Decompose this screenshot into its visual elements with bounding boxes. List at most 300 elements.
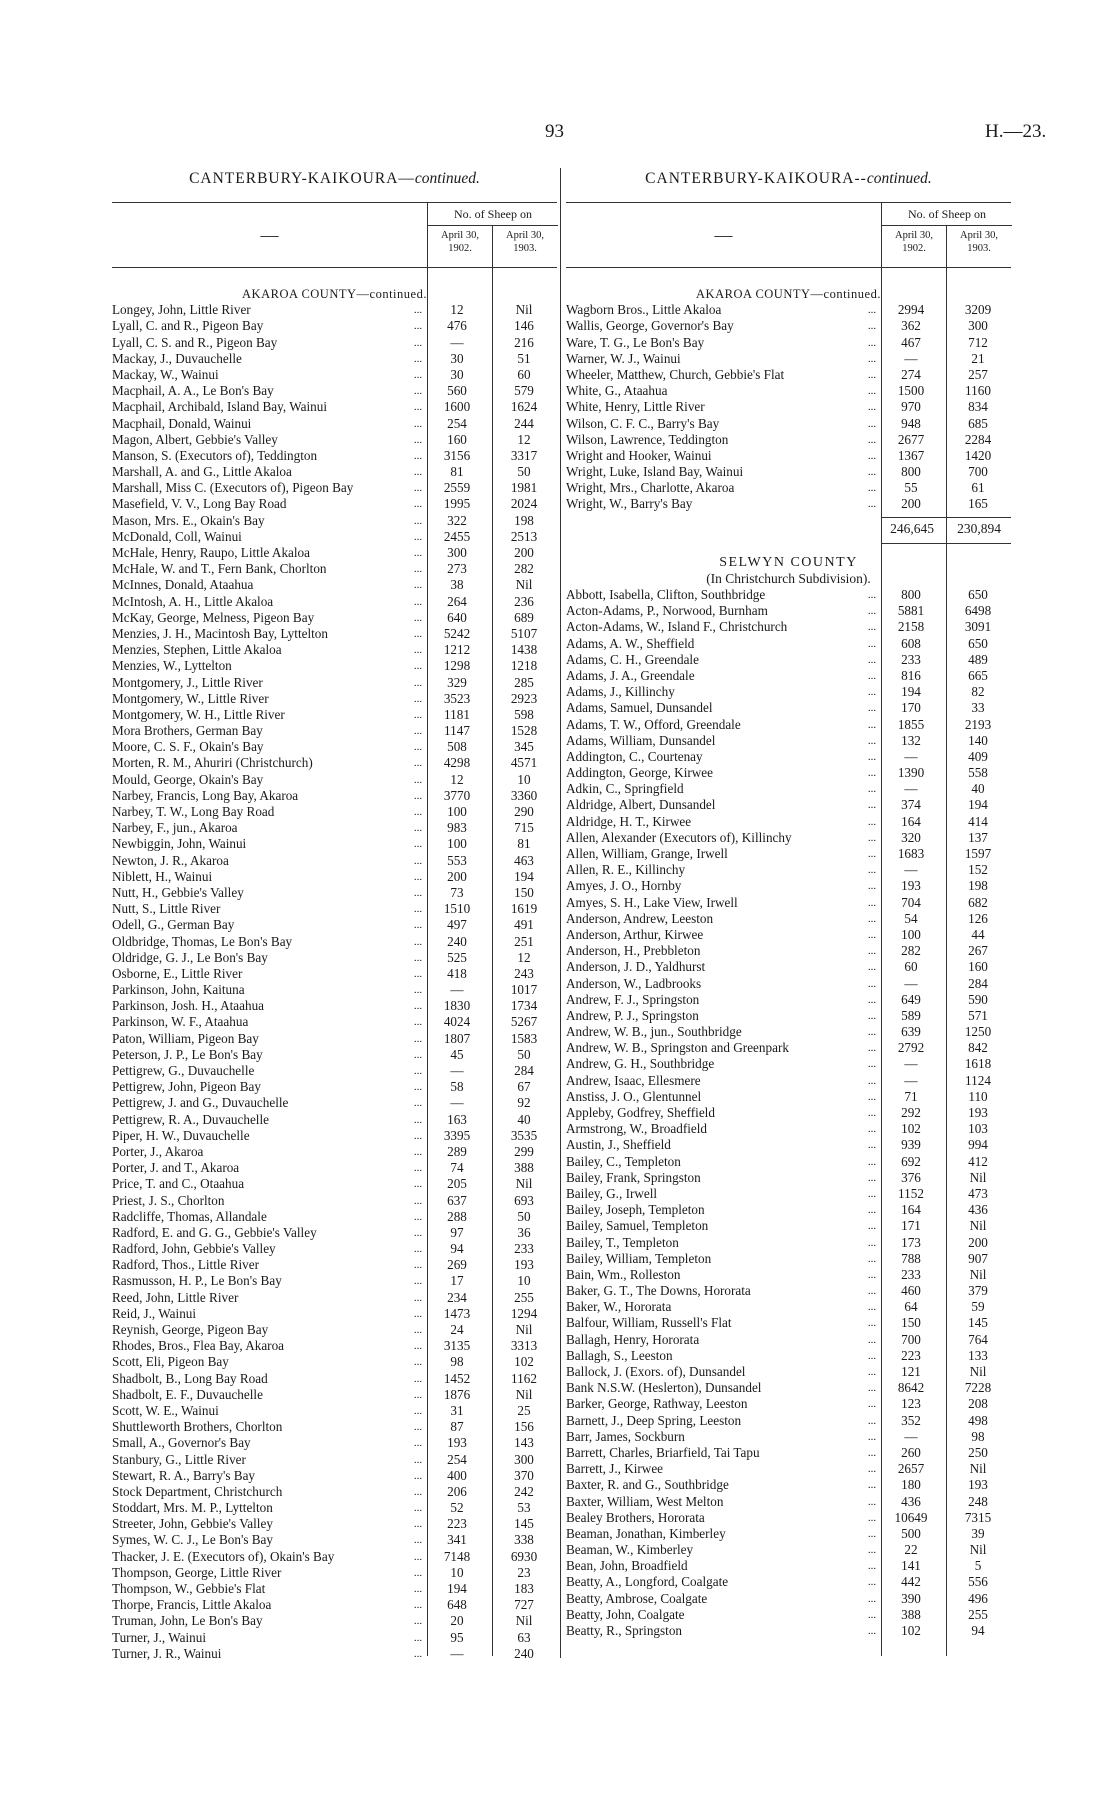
table-row xyxy=(112,561,557,577)
leader-dots: ... xyxy=(867,466,877,479)
leader-dots: ... xyxy=(413,935,423,948)
sheep-1902: 164 xyxy=(901,813,921,829)
leader-dots: ... xyxy=(867,621,877,634)
sheep-1902: 589 xyxy=(901,1007,921,1023)
leader-dots: ... xyxy=(867,864,877,877)
leader-dots: ... xyxy=(413,417,423,430)
owner-name: Small, A., Governor's Bay xyxy=(112,1435,251,1451)
sheep-1903: 40 xyxy=(517,1111,531,1127)
sheep-1902: 234 xyxy=(447,1289,467,1305)
sheep-1903: 143 xyxy=(514,1435,534,1451)
sheep-1902: 292 xyxy=(901,1105,921,1120)
table-row xyxy=(112,739,557,755)
owner-name: Andrew, W. B., Springston and Greenpark xyxy=(566,1040,789,1056)
sheep-1902: 418 xyxy=(447,965,467,981)
owner-name: Symes, W. C. J., Le Bon's Bay xyxy=(112,1532,274,1548)
owner-name: McIntosh, A. H., Little Akaloa xyxy=(112,593,274,609)
sheep-1903: 3313 xyxy=(510,1338,538,1354)
table-row xyxy=(112,1338,557,1354)
sheep-1902: — xyxy=(450,1095,464,1111)
sheep-1902: 30 xyxy=(450,366,464,382)
sheep-1902: 200 xyxy=(447,868,467,884)
table-row xyxy=(566,652,1011,668)
section-subtitle-selwyn: (In Christchurch Subdivision). xyxy=(706,570,871,586)
leader-dots: ... xyxy=(867,1608,877,1621)
column-divider xyxy=(560,168,561,1658)
owner-name: Thompson, George, Little River xyxy=(112,1564,282,1580)
sheep-1902: 58 xyxy=(450,1079,464,1095)
owner-name: Adams, J. A., Greendale xyxy=(566,667,695,683)
table-row xyxy=(566,1137,1011,1153)
table-row xyxy=(566,668,1011,684)
sheep-1902: 8642 xyxy=(897,1380,925,1396)
sheep-1902: 939 xyxy=(901,1137,921,1153)
sheep-1903: 345 xyxy=(514,739,534,755)
leader-dots: ... xyxy=(867,1187,877,1200)
leader-dots: ... xyxy=(867,498,877,511)
owner-name: Ballock, J. (Exors. of), Dunsandel xyxy=(566,1364,746,1379)
sheep-1903: 1420 xyxy=(964,447,992,463)
owner-name: Wagborn Bros., Little Akaloa xyxy=(566,302,722,318)
owner-name: Lyall, C. and R., Pigeon Bay xyxy=(112,318,264,334)
owner-name: Stoddart, Mrs. M. P., Lyttelton xyxy=(112,1500,273,1516)
sheep-1902: 7148 xyxy=(443,1548,471,1564)
table-row xyxy=(112,1193,557,1209)
leader-dots: ... xyxy=(413,304,423,317)
section-title-selwyn: SELWYN COUNTY xyxy=(719,554,858,570)
sheep-1903: 284 xyxy=(968,975,988,991)
sheep-1902: 1390 xyxy=(897,765,925,781)
owner-name: Rasmusson, H. P., Le Bon's Bay xyxy=(112,1273,282,1289)
sheep-1902: 362 xyxy=(901,318,921,334)
sheep-1903: 165 xyxy=(968,496,988,512)
owner-name: Turner, J. R., Wainui xyxy=(112,1645,222,1661)
sheep-1903: 39 xyxy=(971,1525,985,1541)
leader-dots: ... xyxy=(867,1090,877,1103)
sheep-1902: — xyxy=(904,748,918,764)
table-row xyxy=(566,846,1011,862)
sheep-1902: 205 xyxy=(447,1176,467,1192)
sheep-1902: 704 xyxy=(901,894,921,910)
table-row xyxy=(112,1435,557,1451)
sheep-1902: 123 xyxy=(901,1396,921,1412)
table-row xyxy=(112,917,557,933)
sheep-1902: 30 xyxy=(450,350,464,366)
sheep-1903: 60 xyxy=(517,366,531,382)
leader-dots: ... xyxy=(413,1162,423,1175)
leader-dots: ... xyxy=(413,498,423,511)
owner-name: Bailey, Joseph, Templeton xyxy=(566,1202,705,1218)
sheep-1902: 800 xyxy=(901,587,921,602)
sheep-1903: 193 xyxy=(968,1477,988,1493)
leader-dots: ... xyxy=(413,1065,423,1077)
table-row xyxy=(112,1225,557,1241)
owner-name: Anderson, J. D., Yaldhurst xyxy=(566,959,706,975)
owner-name: Stanbury, G., Little River xyxy=(112,1451,246,1467)
sheep-1903: 3209 xyxy=(964,302,992,318)
sheep-1902: 55 xyxy=(904,480,918,496)
sheep-1903: 152 xyxy=(968,862,988,878)
sheep-1903: 145 xyxy=(968,1315,988,1331)
table-row xyxy=(112,335,557,351)
sheep-1903: 140 xyxy=(968,732,988,748)
sheep-1902: 38 xyxy=(450,577,464,593)
sheep-1903: 50 xyxy=(517,464,531,480)
sheep-1902: 649 xyxy=(901,991,921,1007)
sheep-1902: 254 xyxy=(447,1451,467,1467)
leader-dots: ... xyxy=(413,1599,423,1612)
leader-dots: ... xyxy=(413,1356,423,1369)
leader-dots: ... xyxy=(413,320,423,333)
owner-name: Ballagh, S., Leeston xyxy=(566,1347,673,1363)
sheep-1903: 61 xyxy=(971,480,985,496)
leader-dots: ... xyxy=(413,1048,423,1061)
sheep-1903: 5267 xyxy=(510,1014,538,1030)
leader-dots: ... xyxy=(867,1382,877,1395)
sheep-1903: 21 xyxy=(971,350,985,366)
table-row xyxy=(112,1500,557,1516)
table-row xyxy=(112,804,557,820)
sheep-1903: 103 xyxy=(968,1121,988,1137)
table-row xyxy=(566,1267,1011,1283)
table-row xyxy=(112,1468,557,1484)
section-heading: AKAROA COUNTY—continued. xyxy=(242,287,427,301)
table-row xyxy=(566,432,1011,448)
table-row xyxy=(112,594,557,610)
table-row xyxy=(566,1186,1011,1202)
sheep-1903: 299 xyxy=(514,1143,534,1159)
leader-dots: ... xyxy=(867,1042,877,1055)
table-row xyxy=(566,959,1011,975)
owner-name: Wheeler, Matthew, Church, Gebbie's Flat xyxy=(566,366,785,382)
table-row xyxy=(566,765,1011,781)
sheep-1902: 223 xyxy=(447,1516,467,1532)
owner-name: Anderson, Andrew, Leeston xyxy=(566,910,714,926)
sheep-1902: 374 xyxy=(901,797,921,813)
page-number: 93 xyxy=(545,121,564,142)
table-row xyxy=(112,836,557,852)
leader-dots: ... xyxy=(413,352,423,365)
leader-dots: ... xyxy=(867,1560,877,1573)
sheep-1903: 556 xyxy=(968,1574,988,1590)
sheep-1902: 322 xyxy=(447,512,467,528)
left-column-title: CANTERBURY-KAIKOURA—continued. xyxy=(189,170,480,187)
table-row xyxy=(112,691,557,707)
leader-dots: ... xyxy=(867,637,877,650)
leader-dots: ... xyxy=(867,1366,877,1378)
table-row xyxy=(112,302,557,318)
owner-name: Thompson, W., Gebbie's Flat xyxy=(112,1581,266,1596)
sheep-1903: 409 xyxy=(968,748,988,764)
table-row xyxy=(566,1008,1011,1024)
leader-dots: ... xyxy=(867,848,877,860)
sheep-1903: 412 xyxy=(968,1153,988,1169)
table-row xyxy=(112,853,557,869)
header-date-1903: April 30, 1903. xyxy=(492,226,557,267)
table-row xyxy=(566,1429,1011,1445)
sheep-1902: 1367 xyxy=(897,447,925,463)
sheep-1903: 1218 xyxy=(510,658,538,674)
owner-name: Stock Department, Christchurch xyxy=(112,1483,283,1499)
sheep-1903: 193 xyxy=(514,1257,534,1273)
sheep-1903: 200 xyxy=(968,1234,988,1250)
leader-dots: ... xyxy=(867,1495,877,1508)
sheep-1902: 1473 xyxy=(443,1305,471,1321)
owner-name: Truman, John, Le Bon's Bay xyxy=(112,1613,263,1629)
sheep-1902: 141 xyxy=(901,1558,921,1574)
leader-dots: ... xyxy=(867,912,877,925)
sheep-1903: 473 xyxy=(968,1185,988,1201)
sheep-1903: Nil xyxy=(969,1461,987,1477)
leader-dots: ... xyxy=(413,611,423,624)
sheep-1902: 233 xyxy=(901,1266,921,1282)
section-heading: AKAROA COUNTY—continued. xyxy=(696,287,881,301)
sheep-1902: 476 xyxy=(447,318,467,334)
owner-name: Andrew, F. J., Springston xyxy=(566,991,700,1007)
sheep-1903: 1528 xyxy=(510,723,538,739)
owner-name: Radford, John, Gebbie's Valley xyxy=(112,1241,276,1257)
table-row xyxy=(112,1484,557,1500)
table-row xyxy=(566,1056,1011,1072)
sheep-1902: 87 xyxy=(450,1419,464,1435)
table-row xyxy=(566,1154,1011,1170)
sheep-1903: 498 xyxy=(968,1412,988,1428)
sheep-1903: 146 xyxy=(514,318,534,334)
table-row xyxy=(566,367,1011,383)
table-row xyxy=(566,1558,1011,1574)
sheep-1902: 300 xyxy=(447,545,467,560)
sheep-1902: — xyxy=(904,781,918,797)
owner-name: Manson, S. (Executors of), Teddington xyxy=(112,447,318,463)
sheep-1903: 685 xyxy=(968,415,988,431)
owner-name: Thorpe, Francis, Little Akaloa xyxy=(112,1597,272,1613)
sheep-1903: 193 xyxy=(968,1105,988,1120)
owner-name: Adams, T. W., Offord, Greendale xyxy=(566,716,741,732)
sheep-1903: 715 xyxy=(514,820,534,836)
leader-dots: ... xyxy=(867,1155,877,1168)
owner-name: Streeter, John, Gebbie's Valley xyxy=(112,1516,273,1532)
leader-dots: ... xyxy=(867,1252,877,1265)
owner-name: Andrew, G. H., Southbridge xyxy=(566,1056,715,1072)
owner-name: Baxter, R. and G., Southbridge xyxy=(566,1477,729,1493)
sheep-1902: 637 xyxy=(447,1192,467,1208)
owner-name: Newbiggin, John, Wainui xyxy=(112,836,247,852)
leader-dots: ... xyxy=(413,692,423,705)
table-row xyxy=(112,1273,557,1289)
leader-dots: ... xyxy=(413,1291,423,1304)
header-date-1903: April 30, 1903. xyxy=(946,226,1011,267)
sheep-1903: 67 xyxy=(517,1079,531,1095)
leader-dots: ... xyxy=(413,1081,423,1094)
sheep-1902: 31 xyxy=(450,1402,464,1418)
sheep-1902: 260 xyxy=(901,1444,921,1460)
table-row xyxy=(566,383,1011,399)
sheep-1903: 6930 xyxy=(510,1548,538,1564)
sheep-1902: 94 xyxy=(450,1241,464,1257)
leader-dots: ... xyxy=(867,605,877,618)
leader-dots: ... xyxy=(867,734,877,747)
table-row xyxy=(566,1380,1011,1396)
owner-name: Masefield, V. V., Long Bay Road xyxy=(112,496,287,512)
leader-dots: ... xyxy=(867,368,877,381)
sheep-1902: — xyxy=(904,1428,918,1444)
table-row xyxy=(112,1403,557,1419)
table-row xyxy=(112,675,557,691)
sheep-1903: 233 xyxy=(514,1241,534,1257)
owner-name: Barnett, J., Deep Spring, Leeston xyxy=(566,1412,742,1428)
leader-dots: ... xyxy=(413,547,423,559)
leader-dots: ... xyxy=(413,1275,423,1288)
leader-dots: ... xyxy=(413,1129,423,1142)
sheep-1902: 12 xyxy=(450,771,464,787)
table-row xyxy=(112,496,557,512)
owner-name: Bailey, William, Templeton xyxy=(566,1250,712,1266)
owner-name: Bain, Wm., Rolleston xyxy=(566,1266,681,1282)
sheep-1903: 1618 xyxy=(964,1056,992,1072)
sheep-1903: 579 xyxy=(514,383,534,399)
sheep-1903: 7315 xyxy=(964,1509,992,1525)
sheep-1902: 2792 xyxy=(897,1040,925,1056)
sheep-1903: 248 xyxy=(968,1493,988,1509)
sheep-1902: 81 xyxy=(450,464,464,480)
table-row xyxy=(566,1607,1011,1623)
table-row xyxy=(566,1461,1011,1477)
sheep-1903: Nil xyxy=(969,1542,987,1558)
sheep-1902: 12 xyxy=(450,302,464,318)
leader-dots: ... xyxy=(867,482,877,495)
table-row xyxy=(112,1112,557,1128)
leader-dots: ... xyxy=(413,854,423,867)
sheep-1902: 500 xyxy=(901,1525,921,1541)
sheep-1902: 160 xyxy=(447,431,467,447)
table-row xyxy=(566,830,1011,846)
leader-dots: ... xyxy=(413,466,423,479)
sheep-1903: 200 xyxy=(514,545,534,560)
table-row xyxy=(566,636,1011,652)
owner-name: Beatty, Ambrose, Coalgate xyxy=(566,1590,708,1606)
owner-name: Oldbridge, Thomas, Le Bon's Bay xyxy=(112,933,293,949)
sheep-1902: 164 xyxy=(901,1202,921,1218)
table-row xyxy=(566,1445,1011,1461)
table-row xyxy=(112,383,557,399)
sheep-1903: 33 xyxy=(971,700,985,716)
table-row xyxy=(566,480,1011,496)
leader-dots: ... xyxy=(867,1511,877,1524)
sheep-1902: 20 xyxy=(450,1613,464,1629)
owner-name: Oldridge, G. J., Le Bon's Bay xyxy=(112,949,268,965)
leader-dots: ... xyxy=(413,806,423,818)
leader-dots: ... xyxy=(413,1032,423,1045)
sheep-1902: 400 xyxy=(447,1467,467,1483)
leader-dots: ... xyxy=(413,838,423,851)
sheep-1903: 2513 xyxy=(510,528,538,544)
sheep-1903: 436 xyxy=(968,1202,988,1218)
sheep-1903: 251 xyxy=(514,933,534,949)
sheep-1902: 254 xyxy=(447,415,467,431)
sheep-1902: 163 xyxy=(447,1111,467,1127)
table-row xyxy=(112,1306,557,1322)
owner-name: Macphail, Donald, Wainui xyxy=(112,415,252,431)
leader-dots: ... xyxy=(867,1107,877,1119)
sheep-1902: 1807 xyxy=(443,1030,471,1046)
sheep-1903: 571 xyxy=(968,1007,988,1023)
owner-name: Andrew, Isaac, Ellesmere xyxy=(566,1072,701,1088)
header-dash: — xyxy=(260,225,279,245)
owner-name: Shadbolt, B., Long Bay Road xyxy=(112,1370,268,1386)
leader-dots: ... xyxy=(413,1453,423,1466)
table-row xyxy=(112,399,557,415)
sheep-1902: — xyxy=(450,982,464,998)
sheep-1903: 25 xyxy=(517,1402,531,1418)
sheep-1903: 1583 xyxy=(510,1030,538,1046)
leader-dots: ... xyxy=(413,1485,423,1498)
sheep-1903: 650 xyxy=(968,635,988,651)
owner-name: Longey, John, Little River xyxy=(112,302,251,318)
sheep-1903: 2923 xyxy=(510,690,538,706)
sheep-1903: 44 xyxy=(971,926,985,942)
sheep-1902: 60 xyxy=(904,959,918,975)
sheep-1902: 436 xyxy=(901,1493,921,1509)
sheep-1903: 82 xyxy=(971,684,985,700)
owner-name: McHale, W. and T., Fern Bank, Chorlton xyxy=(112,561,327,577)
leader-dots: ... xyxy=(413,1259,423,1272)
owner-name: Parkinson, Josh. H., Ataahua xyxy=(112,998,265,1014)
owner-name: Narbey, Francis, Long Bay, Akaroa xyxy=(112,787,299,803)
sheep-1902: 788 xyxy=(901,1250,921,1266)
owner-name: Magon, Albert, Gebbie's Valley xyxy=(112,431,278,447)
owner-name: Armstrong, W., Broadfield xyxy=(566,1121,708,1137)
sheep-1903: 242 xyxy=(514,1483,534,1499)
leader-dots: ... xyxy=(867,1463,877,1476)
table-row xyxy=(112,723,557,739)
leader-dots: ... xyxy=(867,1268,877,1281)
sheep-1903: 700 xyxy=(968,464,988,480)
leader-dots: ... xyxy=(413,1226,423,1239)
table-row xyxy=(112,1354,557,1370)
table-row xyxy=(566,927,1011,943)
sheep-1903: 194 xyxy=(514,868,534,884)
sheep-1902: 608 xyxy=(901,635,921,651)
leader-dots: ... xyxy=(413,789,423,802)
sheep-1903: 693 xyxy=(514,1192,534,1208)
owner-name: Parkinson, W. F., Ataahua xyxy=(112,1014,249,1030)
sheep-1903: 689 xyxy=(514,609,534,625)
table-row xyxy=(112,1047,557,1063)
owner-name: Marshall, Miss C. (Executors of), Pigeon Bay xyxy=(112,480,354,496)
sheep-1902: 320 xyxy=(901,829,921,845)
sheep-1902: 233 xyxy=(901,651,921,667)
sheep-1902: 282 xyxy=(901,943,921,959)
sheep-1903: 3360 xyxy=(510,787,538,803)
sheep-1902: 1855 xyxy=(897,716,925,732)
table-row xyxy=(566,1024,1011,1040)
owner-name: Addington, C., Courtenay xyxy=(566,748,703,764)
leader-dots: ... xyxy=(413,708,423,721)
table-row xyxy=(112,820,557,836)
owner-name: Wilson, Lawrence, Teddington xyxy=(566,431,729,447)
leader-dots: ... xyxy=(867,928,877,941)
sheep-1902: 3770 xyxy=(443,787,471,803)
table-row xyxy=(112,610,557,626)
table-row xyxy=(566,1073,1011,1089)
owner-name: Aldridge, H. T., Kirwee xyxy=(566,813,692,829)
sheep-1902: 352 xyxy=(901,1412,921,1428)
owner-name: McKay, George, Melness, Pigeon Bay xyxy=(112,609,315,625)
sheep-1902: 102 xyxy=(901,1623,921,1638)
leader-dots: ... xyxy=(413,595,423,608)
table-row xyxy=(566,619,1011,635)
table-row xyxy=(566,1089,1011,1105)
